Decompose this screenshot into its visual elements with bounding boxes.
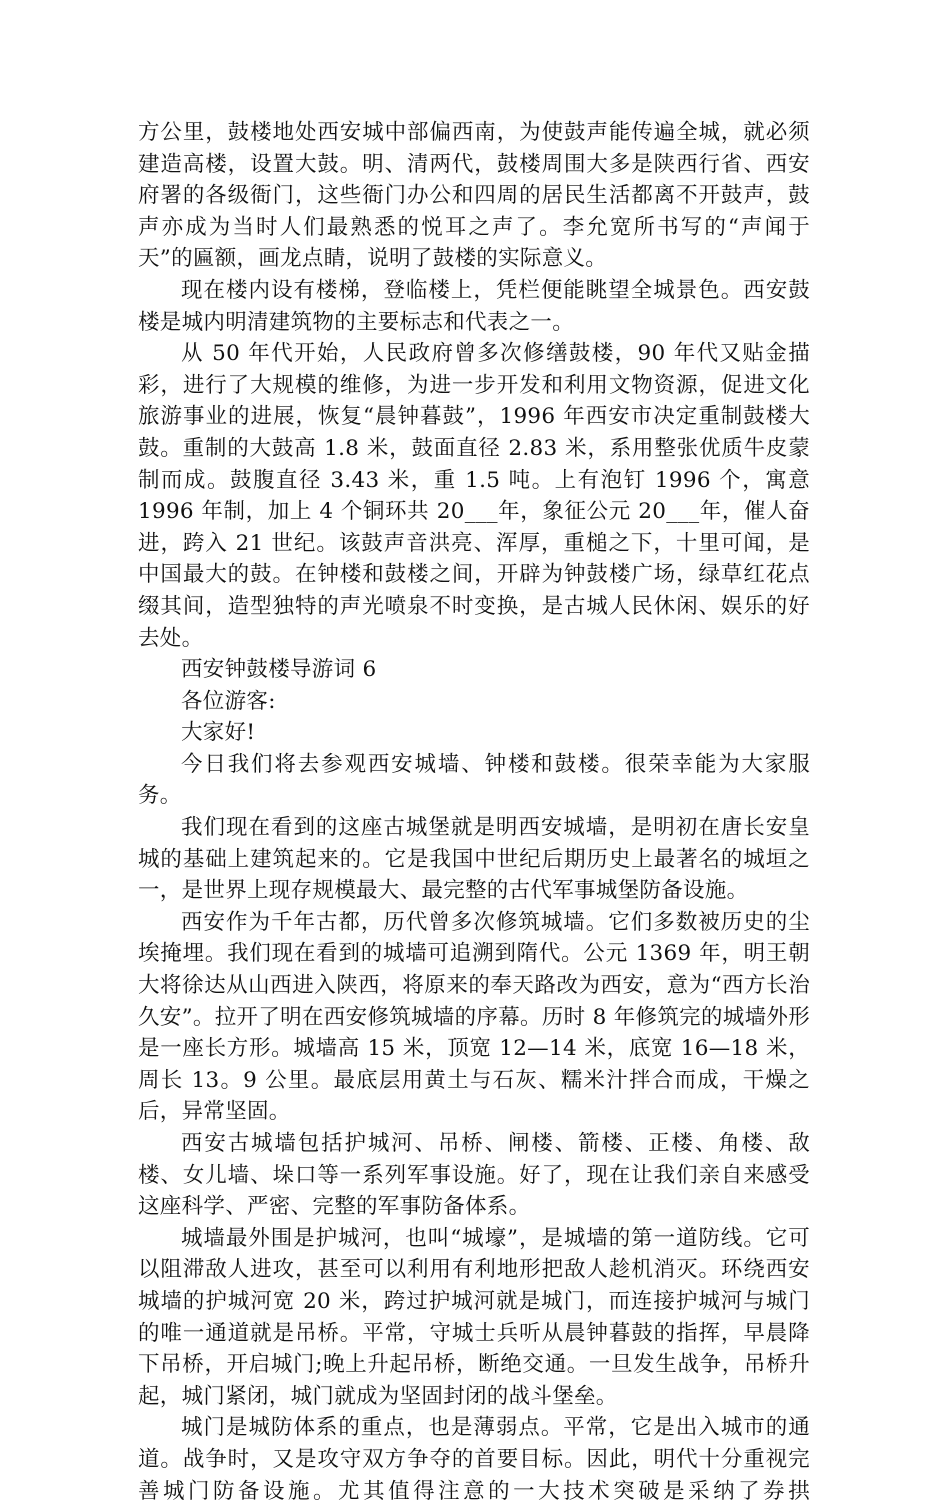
- document-body: [138, 117, 810, 1507]
- paragraph-wall-history: 西安作为千年古都，历代曾多次修筑城墙。它们多数被历史的尘埃掩埋。我们现在看到的城墙可追溯到隋代。公元 1369 年，明王朝大将徐达从山西进入陕西，将原来的奉天路改为西安，意为“西方长治久安”。拉开了明在西安修筑城墙的序幕。历时 8 年修筑完的城墙外形是一座长方形。城墙高 15 米，顶宽 12—14 米，底宽 16—18 米，周长 13。9 公里。最底层用黄土与石灰、糯米汁拌合而成，干燥之后，异常坚固。: [138, 909, 810, 1125]
- paragraph-military-facilities: 西安古城墙包括护城河、吊桥、闸楼、箭楼、正楼、角楼、敌楼、女儿墙、垛口等一系列军事设施。好了，现在让我们亲自来感受这座科学、严密、完整的军事防备体系。: [138, 1131, 810, 1220]
- paragraph-drum-tower-view: 现在楼内设有楼梯，登临楼上，凭栏便能眺望全城景色。西安鼓楼是城内明清建筑物的主要标志和代表之一。: [138, 277, 810, 335]
- paragraph-city-wall: 我们现在看到的这座古城堡就是明西安城墙，是明初在唐长安皇城的基础上建筑起来的。它是我国中世纪后期历史上最著名的城垣之一，是世界上现存规模最大、最完整的古代军事城堡防备设施。: [138, 815, 810, 904]
- paragraph-intro: 今日我们将去参观西安城墙、钟楼和鼓楼。很荣幸能为大家服务。: [138, 751, 810, 809]
- paragraph-drum-restoration: 从 50 年代开始，人民政府曾多次修缮鼓楼，90 年代又贴金描彩，进行了大规模的维修，为进一步开发和利用文物资源，促进文化旅游事业的进展，恢复“晨钟暮鼓”，1996 年西安市决定重制鼓楼大鼓。重制的大鼓高 1.8 米，鼓面直径 2.83 米，系用整张优质牛皮蒙制而成。鼓腹直径 3.43 米，重 1.5 吨。上有泡钉 1996 个，寓意 1996 年制，加上 4 个铜环共 20___年，象征公元 20___年，催人奋进，跨入 21 世纪。该鼓声音洪亮、浑厚，重槌之下，十里可闻，是中国最大的鼓。在钟楼和鼓楼之间，开辟为钟鼓楼广场，绿草红花点缀其间，造型独特的声光喷泉不时变换，是古城人民休闲、娱乐的好去处。: [138, 341, 810, 651]
- section-heading: 西安钟鼓楼导游词 6: [181, 657, 377, 683]
- greeting-line: 各位游客:: [181, 688, 276, 714]
- paragraph-city-gate: 城门是城防体系的重点，也是薄弱点。平常，它是出入城市的通道。战争时，又是攻守双方争夺的首要目标。因此，明代十分重视完善城门防备设施。尤其值得注意的一大技术突破是采纳了券拱: [138, 1415, 810, 1504]
- paragraph-moat: 城墙最外围是护城河，也叫“城壕”，是城墙的第一道防线。它可以阻滞敌人进攻，甚至可以利用有利地形把敌人趁机消灭。环绕西安城墙的护城河宽 20 米，跨过护城河就是城门，而连接护城河与城门的唯一通道就是吊桥。平常，守城士兵听从晨钟暮鼓的指挥，早晨降下吊桥，开启城门;晚上升起吊桥，断绝交通。一旦发生战争，吊桥升起，城门紧闭，城门就成为坚固封闭的战斗堡垒。: [138, 1225, 810, 1409]
- greeting-hello: 大家好!: [181, 720, 256, 746]
- paragraph-drum-tower-history: 方公里，鼓楼地处西安城中部偏西南，为使鼓声能传遍全城，就必须建造高楼，设置大鼓。明、清两代，鼓楼周围大多是陕西行省、西安府署的各级衙门，这些衙门办公和四周的居民生活都离不开鼓声，鼓声亦成为当时人们最熟悉的悦耳之声了。李允宽所书写的“声闻于天”的匾额，画龙点睛，说明了鼓楼的实际意义。: [138, 120, 810, 272]
